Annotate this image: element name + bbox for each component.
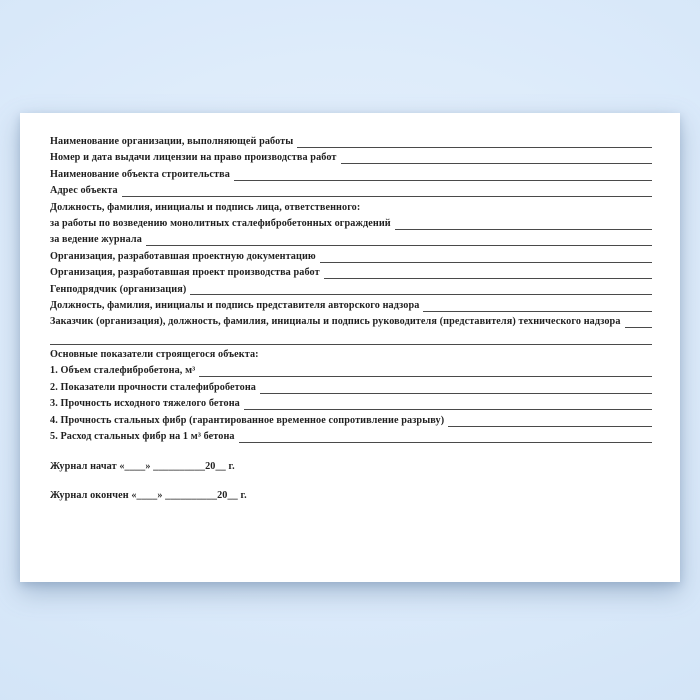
- form-body: [50, 134, 652, 445]
- blank-fill-line: [190, 282, 652, 296]
- blank-fill-line: [146, 232, 652, 246]
- field-label: Организация, разработавшая проект производства работ: [50, 267, 320, 279]
- field-label: Должность, фамилия, инициалы и подпись лица, ответственного:: [50, 201, 361, 213]
- blank-fill-line: [297, 134, 652, 148]
- blank-fill-line: [320, 249, 652, 263]
- form-field-row: [50, 150, 652, 166]
- form-field-row: [50, 265, 652, 281]
- field-label: Наименование организации, выполняющей работы: [50, 135, 294, 147]
- form-field-row: [50, 429, 652, 445]
- field-label: Должность, фамилия, инициалы и подпись представителя авторского надзора: [50, 299, 420, 311]
- field-label: Заказчик (организация), должность, фамилия, инициалы и подпись руководителя (представителя) технического надзора: [50, 316, 621, 328]
- blank-fill-line: [234, 167, 652, 181]
- form-field-row: [50, 347, 652, 363]
- blank-fill-line: [239, 429, 652, 443]
- form-field-row: [50, 363, 652, 379]
- blank-fill-line: [341, 150, 653, 164]
- field-label: Генподрядчик (организация): [50, 283, 187, 295]
- form-field-row: [50, 216, 652, 232]
- blank-fill-line: [625, 314, 652, 328]
- journal-started-line: Журнал начат «____» __________20__ г.: [50, 461, 235, 473]
- field-label: 2. Показатели прочности сталефибробетона: [50, 381, 256, 393]
- blank-fill-line: [122, 183, 652, 197]
- blank-fill-line: [448, 413, 652, 427]
- blank-fill-line: [199, 363, 652, 377]
- field-label: за ведение журнала: [50, 234, 142, 246]
- spacer: [50, 445, 652, 459]
- blank-fill-line: [50, 331, 652, 345]
- field-label: Основные показатели строящегося объекта:: [50, 349, 259, 361]
- field-label: Номер и дата выдачи лицензии на право производства работ: [50, 152, 337, 164]
- blank-fill-line: [423, 298, 652, 312]
- document-page: [20, 113, 680, 582]
- fill-line-row: [50, 331, 652, 347]
- field-label: Наименование объекта строительства: [50, 168, 230, 180]
- field-label: за работы по возведению монолитных сталефибробетонных ограждений: [50, 217, 391, 229]
- blank-fill-line: [260, 380, 652, 394]
- field-label: Адрес объекта: [50, 185, 118, 197]
- form-field-row: [50, 314, 652, 330]
- journal-finished-line: Журнал окончен «____» __________20__ г.: [50, 489, 247, 501]
- field-label: 3. Прочность исходного тяжелого бетона: [50, 398, 240, 410]
- form-field-row: [50, 134, 652, 150]
- field-label: 5. Расход стальных фибр на 1 м³ бетона: [50, 431, 235, 443]
- form-field-row: [50, 282, 652, 298]
- form-field-row: [50, 183, 652, 199]
- form-field-row: [50, 413, 652, 429]
- form-field-row: [50, 249, 652, 265]
- form-field-row: [50, 298, 652, 314]
- blank-fill-line: [324, 265, 652, 279]
- field-label: 4. Прочность стальных фибр (гарантированное временное сопротивление разрыву): [50, 414, 445, 426]
- blank-fill-line: [395, 216, 652, 230]
- form-field-row: [50, 200, 652, 216]
- spacer: [50, 476, 652, 488]
- form-field-row: [50, 232, 652, 248]
- form-field-row: [50, 167, 652, 183]
- field-label: Организация, разработавшая проектную документацию: [50, 250, 316, 262]
- blank-fill-line: [244, 396, 652, 410]
- form-field-row: [50, 396, 652, 412]
- form-field-row: [50, 380, 652, 396]
- field-label: 1. Объем сталефибробетона, м³: [50, 365, 196, 377]
